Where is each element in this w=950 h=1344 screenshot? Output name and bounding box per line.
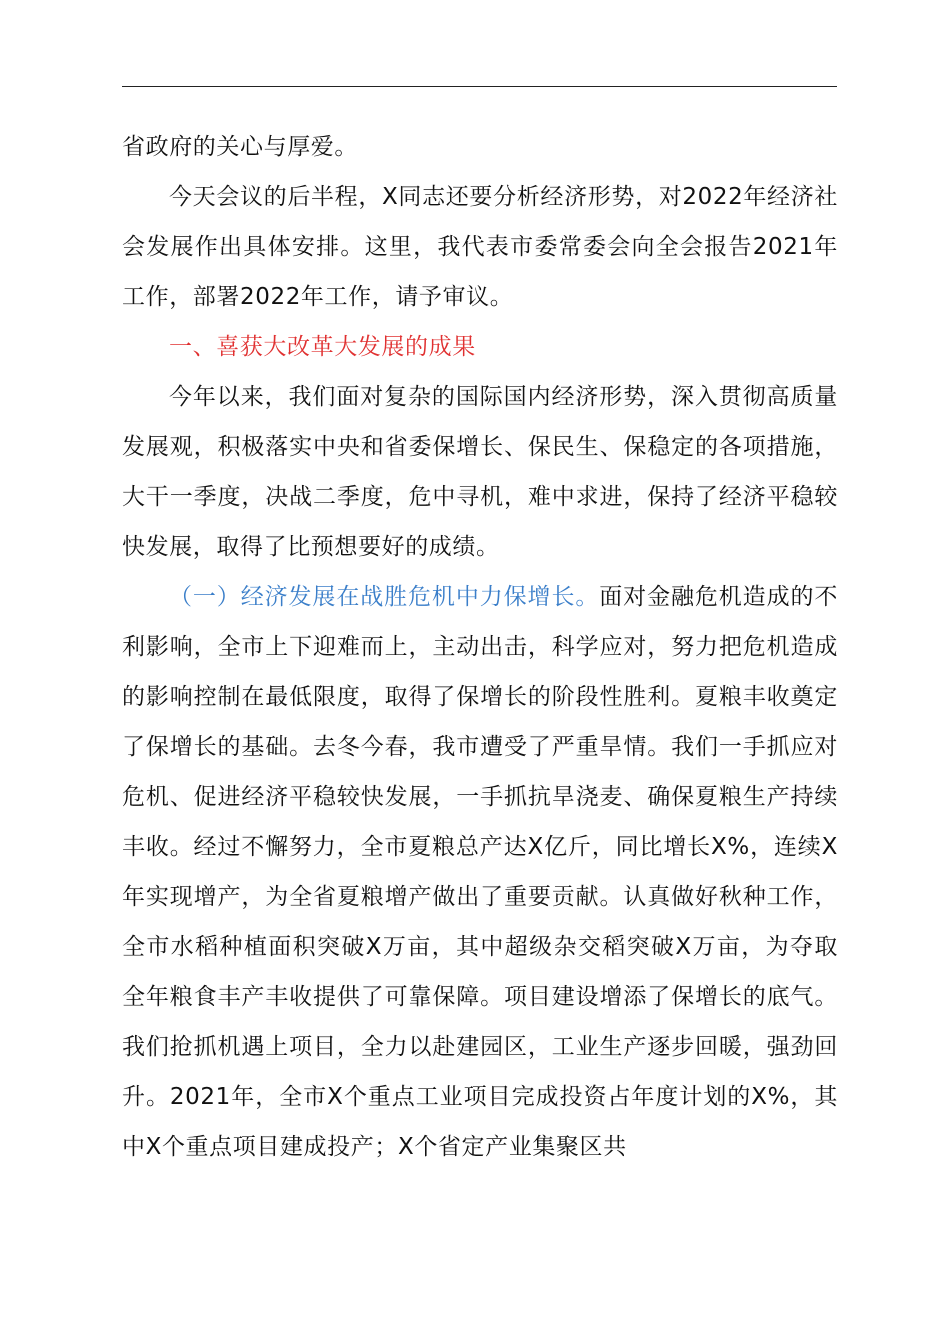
header-rule xyxy=(122,86,837,87)
section-heading: 一、喜获大改革大发展的成果 xyxy=(169,334,476,360)
document-body xyxy=(122,122,838,1172)
paragraph-intro: 今天会议的后半程，X同志还要分析经济形势，对2022年经济社会发展作出具体安排。这里，我代表市委常委会向全会报告2021年工作，部署2022年工作，请予审议。 xyxy=(122,184,838,310)
paragraph-continuation: 省政府的关心与厚爱。 xyxy=(122,134,358,160)
paragraph-overview: 今年以来，我们面对复杂的国际国内经济形势，深入贯彻高质量发展观，积极落实中央和省委保增长、保民生、保稳定的各项措施，大干一季度，决战二季度，危中寻机，难中求进，保持了经济平稳较快发展，取得了比预想要好的成绩。 xyxy=(122,384,838,560)
subsection-heading: （一）经济发展在战胜危机中力保增长。 xyxy=(169,584,600,610)
subsection-body: 面对金融危机造成的不利影响，全市上下迎难而上，主动出击，科学应对，努力把危机造成的影响控制在最低限度，取得了保增长的阶段性胜利。夏粮丰收奠定了保增长的基础。去冬今春，我市遭受了严重旱情。我们一手抓应对危机、促进经济平稳较快发展，一手抓抗旱浇麦、确保夏粮生产持续丰收。经过不懈努力，全市夏粮总产达X亿斤，同比增长X%，连续X年实现增产，为全省夏粮增产做出了重要贡献。认真做好秋种工作，全市水稻种植面积突破X万亩，其中超级杂交稻突破X万亩，为夺取全年粮食丰产丰收提供了可靠保障。项目建设增添了保增长的底气。我们抢抓机遇上项目，全力以赴建园区，工业生产逐步回暖，强劲回升。2021年，全市X个重点工业项目完成投资占年度计划的X%，其中X个重点项目建成投产；X个省定产业集聚区共 xyxy=(122,584,838,1160)
paragraph-subsection xyxy=(122,572,838,1172)
